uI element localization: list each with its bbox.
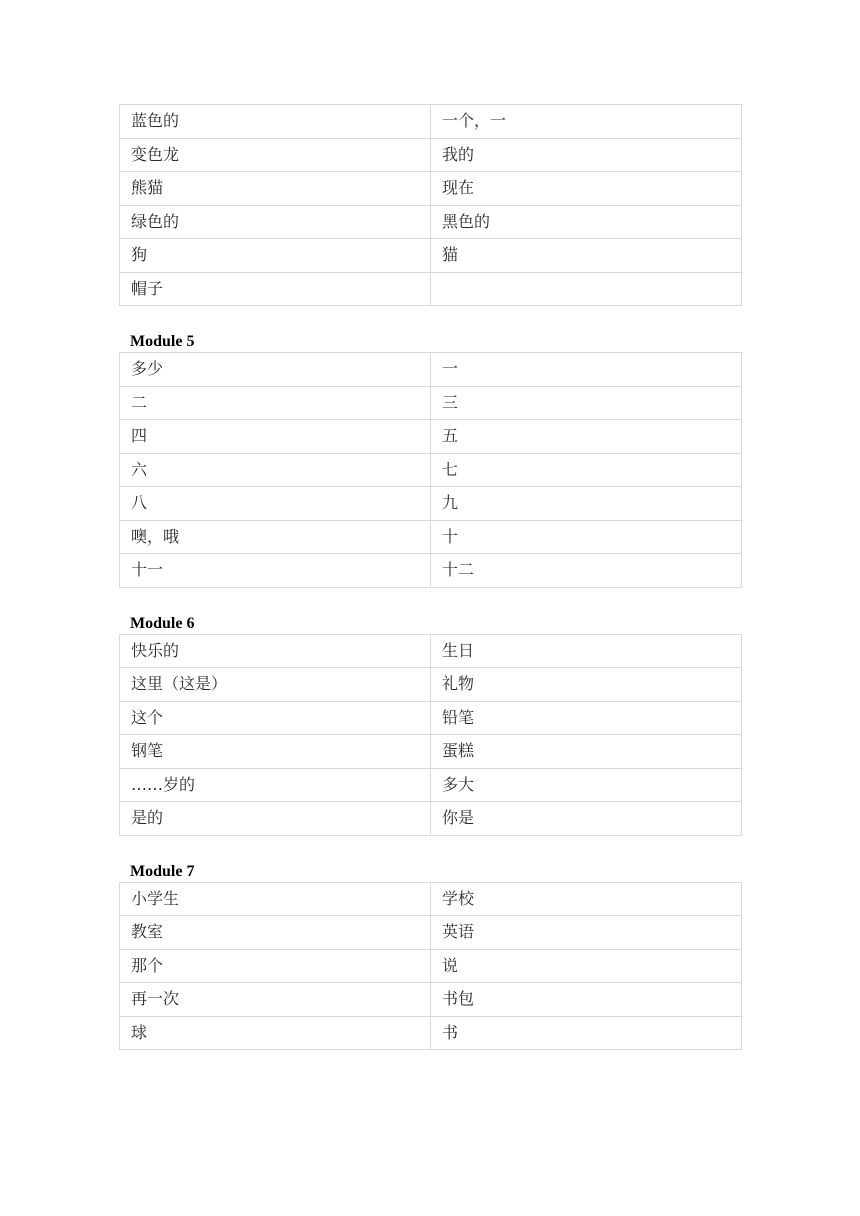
table-cell: 噢，哦 [120,520,431,554]
table-row [120,1016,742,1050]
table-row [120,386,742,420]
table-cell: 书 [431,1016,742,1050]
table-cell: 蛋糕 [431,735,742,769]
table-row [120,949,742,983]
table-cell: 小学生 [120,882,431,916]
table-cell: 英语 [431,916,742,950]
table-cell: 你是 [431,802,742,836]
table-cell: 钢笔 [120,735,431,769]
table-cell: 是的 [120,802,431,836]
table-row [120,802,742,836]
table-cell [431,272,742,306]
table-cell: 多大 [431,768,742,802]
vocab-table [119,352,742,588]
table-cell: 生日 [431,634,742,668]
table-cell: 绿色的 [120,205,431,239]
table-row [120,272,742,306]
module-heading: Module 5 [130,333,195,350]
table-row [120,138,742,172]
table-row [120,554,742,588]
table-row [120,701,742,735]
table-row [120,768,742,802]
table-row [120,420,742,454]
table-cell: 学校 [431,882,742,916]
document-content [119,104,741,1050]
table-cell: 熊猫 [120,172,431,206]
table-cell: 书包 [431,983,742,1017]
table-cell: 狗 [120,239,431,273]
table-cell: 十二 [431,554,742,588]
table-cell: 六 [120,453,431,487]
table-row [120,735,742,769]
section-spacer [119,836,741,862]
table-row [120,983,742,1017]
table-row [120,353,742,387]
table-row [120,634,742,668]
table-row [120,105,742,139]
table-cell: 蓝色的 [120,105,431,139]
table-row [120,453,742,487]
table-cell: 猫 [431,239,742,273]
table-cell: 说 [431,949,742,983]
table-cell: 变色龙 [120,138,431,172]
section-spacer [119,588,741,614]
table-row [120,520,742,554]
table-cell: 帽子 [120,272,431,306]
table-cell: 这里（这是） [120,668,431,702]
table-cell: 十 [431,520,742,554]
table-cell: 快乐的 [120,634,431,668]
table-cell: 四 [120,420,431,454]
table-cell: 现在 [431,172,742,206]
table-row [120,239,742,273]
table-row [120,882,742,916]
module-heading: Module 6 [130,614,195,632]
table-cell: 九 [431,487,742,521]
table-cell: 黑色的 [431,205,742,239]
table-row [120,668,742,702]
table-cell: 七 [431,453,742,487]
table-row [120,916,742,950]
table-cell: 一个，一 [431,105,742,139]
table-cell: 三 [431,386,742,420]
table-cell: 多少 [120,353,431,387]
table-cell: 八 [120,487,431,521]
table-row [120,205,742,239]
table-cell: 礼物 [431,668,742,702]
vocab-table [119,104,742,306]
section-spacer [119,306,741,332]
table-cell: 那个 [120,949,431,983]
table-cell: ……岁的 [120,768,431,802]
vocab-table [119,882,742,1051]
table-row [120,487,742,521]
table-cell: 一 [431,353,742,387]
table-cell: 这个 [120,701,431,735]
module-heading: Module 7 [130,862,195,880]
table-cell: 教室 [120,916,431,950]
table-cell: 我的 [431,138,742,172]
vocab-table [119,634,742,836]
table-cell: 铅笔 [431,701,742,735]
table-row [120,172,742,206]
table-cell: 二 [120,386,431,420]
table-cell: 十一 [120,554,431,588]
table-cell: 再一次 [120,983,431,1017]
table-cell: 五 [431,420,742,454]
table-cell: 球 [120,1016,431,1050]
